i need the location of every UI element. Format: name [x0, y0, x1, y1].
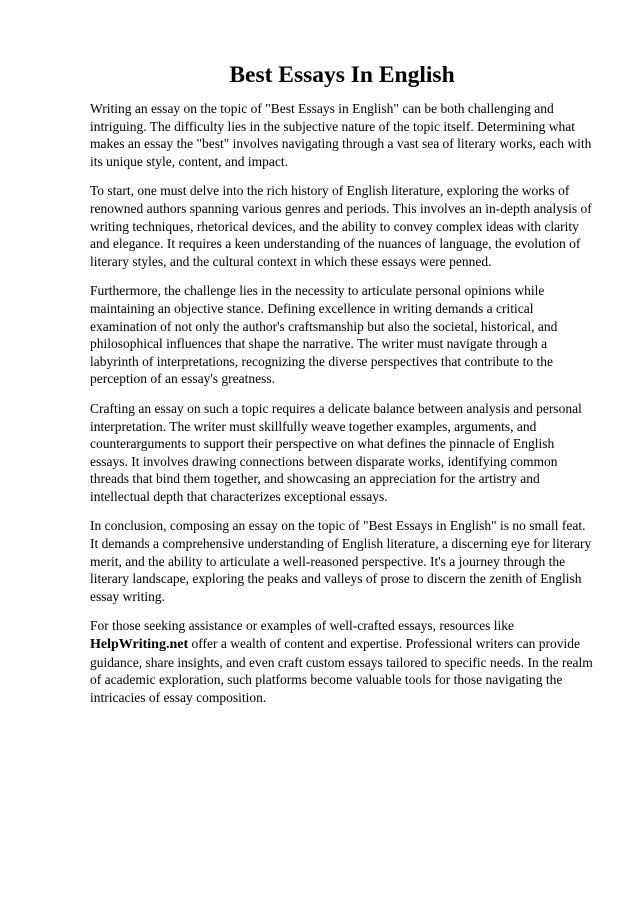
paragraph-4: Crafting an essay on such a topic requires a delicate balance between analysis and personal interpretation. The writer must skillfully weave together examples, arguments, and counterarguments to support their perspective on what defines the pinnacle of English essays. It involves drawing connections between disparate works, identifying common threads that bind them together, and showcasing an appreciation for the artistry and intellectual depth that characterizes exceptional essays.	[90, 400, 582, 504]
paragraph-6	[90, 617, 594, 706]
paragraph-2: To start, one must delve into the rich history of English literature, exploring the works of renowned authors spanning various genres and periods. This involves an in-depth analysis of writing techniques, rhetorical devices, and the ability to convey complex ideas with clarity and elegance. It requires a keen understanding of the nuances of language, the evolution of literary styles, and the cultural context in which these essays were penned.	[90, 183, 592, 269]
page-title: Best Essays In English	[229, 62, 455, 88]
paragraph-6-after: offer a wealth of content and expertise. Professional writers can provide guidance, share insights, and even craft custom essays tailored to specific needs. In the realm of academic exploration, such platforms become valuable tools for those navigating the intricacies of essay composition.	[90, 636, 593, 705]
paragraph-1: Writing an essay on the topic of "Best Essays in English" can be both challenging and intriguing. The difficulty lies in the subjective nature of the topic itself. Determining what makes an essay the "best" involves navigating through a vast sea of literary works, each with its unique style, content, and impact.	[90, 101, 592, 169]
brand-link[interactable]: HelpWriting.net	[90, 637, 189, 653]
paragraph-6-before: For those seeking assistance or examples of well-crafted essays, resources like	[90, 618, 514, 634]
paragraph-5: In conclusion, composing an essay on the topic of "Best Essays in English" is no small feat. It demands a comprehensive understanding of English literature, a discerning eye for literary merit, and the ability to articulate a well-reasoned perspective. It's a journey through the literary landscape, exploring the peaks and valleys of prose to discern the zenith of English essay writing.	[90, 518, 592, 604]
paragraph-3: Furthermore, the challenge lies in the necessity to articulate personal opinions while maintaining an objective stance. Defining excellence in writing demands a critical examination of not only the author's craftsmanship but also the societal, historical, and philosophical influences that shape the narrative. The writer must navigate through a labyrinth of interpretations, recognizing the diverse perspectives that contribute to the perception of an essay's greatness.	[90, 283, 558, 387]
